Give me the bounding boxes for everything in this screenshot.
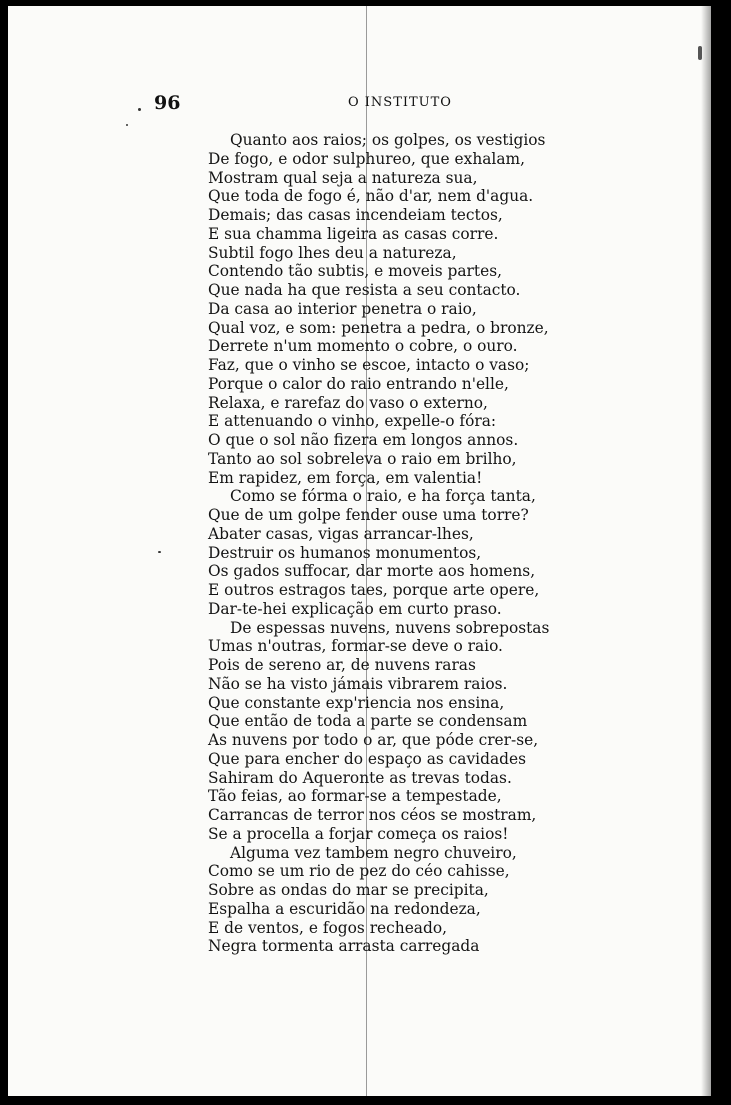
ink-speck xyxy=(126,124,128,126)
running-title: O INSTITUTO xyxy=(348,95,452,110)
verse-line: Que de um golpe fender ouse uma torre? xyxy=(208,506,529,524)
poem-text xyxy=(208,131,549,956)
verse-line: Não se ha visto jámais vibrarem raios. xyxy=(208,674,508,693)
verse-line: Que constante exp'riencia nos ensina, xyxy=(208,693,505,712)
verse-line: Pois de sereno ar, de nuvens raras xyxy=(208,656,476,674)
verse-line: Dar-te-hei explicação em curto praso. xyxy=(208,599,502,618)
verse-line: Os gados suffocar, dar morte aos homens, xyxy=(208,562,536,581)
verse-line: Mostram qual seja a natureza sua, xyxy=(208,168,478,187)
verse-line: Demais; das casas incendeiam tectos, xyxy=(208,206,503,224)
verse-line: Que nada ha que resista a seu contacto. xyxy=(208,281,521,299)
verse-line: Faz, que o vinho se escoe, intacto o vaso; xyxy=(208,356,530,374)
verse-line: De fogo, e odor sulphureo, que exhalam, xyxy=(208,149,525,168)
ink-speck xyxy=(158,551,161,553)
verse-line: Tão feias, ao formar-se a tempestade, xyxy=(208,787,502,806)
verse-line: Subtil fogo lhes deu a natureza, xyxy=(208,243,457,262)
verse-line: Se a procella a forjar começa os raios! xyxy=(208,824,509,843)
verse-line: E de ventos, e fogos recheado, xyxy=(208,918,447,937)
verse-line: Abater casas, vigas arrancar-lhes, xyxy=(208,524,474,543)
verse-line: Que toda de fogo é, não d'ar, nem d'agua. xyxy=(208,187,534,206)
verse-line: Qual voz, e som: penetra a pedra, o bronze, xyxy=(208,318,549,337)
ink-speck xyxy=(698,46,702,60)
verse-line: Como se um rio de pez do céo cahisse, xyxy=(208,862,510,881)
ink-speck xyxy=(138,108,141,111)
verse-line: Em rapidez, em força, em valentia! xyxy=(208,468,483,487)
verse-line: Relaxa, e rarefaz do vaso o externo, xyxy=(208,393,488,412)
verse-line: O que o sol não fizera em longos annos. xyxy=(208,431,519,449)
verse-line: Carrancas de terror nos céos se mostram, xyxy=(208,806,537,824)
verse-line: Como se fórma o raio, e ha força tanta, xyxy=(230,487,536,506)
verse-line: Quanto aos raios; os golpes, os vestigios xyxy=(230,131,546,149)
verse-line: Espalha a escuridão na redondeza, xyxy=(208,899,481,918)
verse-line: De espessas nuvens, nuvens sobrepostas xyxy=(230,618,550,637)
verse-line: Porque o calor do raio entrando n'elle, xyxy=(208,374,509,393)
verse-line: E attenuando o vinho, expelle-o fóra: xyxy=(208,412,497,431)
verse-line: Umas n'outras, formar-se deve o raio. xyxy=(208,637,503,656)
verse-line: E sua chamma ligeira as casas corre. xyxy=(208,224,499,243)
verse-line: Sahiram do Aqueronte as trevas todas. xyxy=(208,768,512,787)
verse-line: Que então de toda a parte se condensam xyxy=(208,712,528,731)
verse-line: Sobre as ondas do mar se precipita, xyxy=(208,881,489,899)
book-page xyxy=(8,6,711,1096)
verse-line: Destruir os humanos monumentos, xyxy=(208,543,482,562)
verse-line: Tanto ao sol sobreleva o raio em brilho, xyxy=(208,449,517,468)
page-number: 96 xyxy=(154,92,181,114)
verse-line: Derrete n'um momento o cobre, o ouro. xyxy=(208,337,518,356)
verse-line: Da casa ao interior penetra o raio, xyxy=(208,299,477,318)
verse-line: Negra tormenta arrasta carregada xyxy=(208,937,480,956)
verse-line: As nuvens por todo o ar, que póde crer-se, xyxy=(208,731,539,749)
verse-line: Contendo tão subtis, e moveis partes, xyxy=(208,262,502,281)
verse-line: Alguma vez tambem negro chuveiro, xyxy=(230,843,517,862)
verse-line: Que para encher do espaço as cavidades xyxy=(208,749,526,768)
page-edge-shadow xyxy=(701,6,711,1096)
verse-line: E outros estragos taes, porque arte opere, xyxy=(208,581,540,599)
